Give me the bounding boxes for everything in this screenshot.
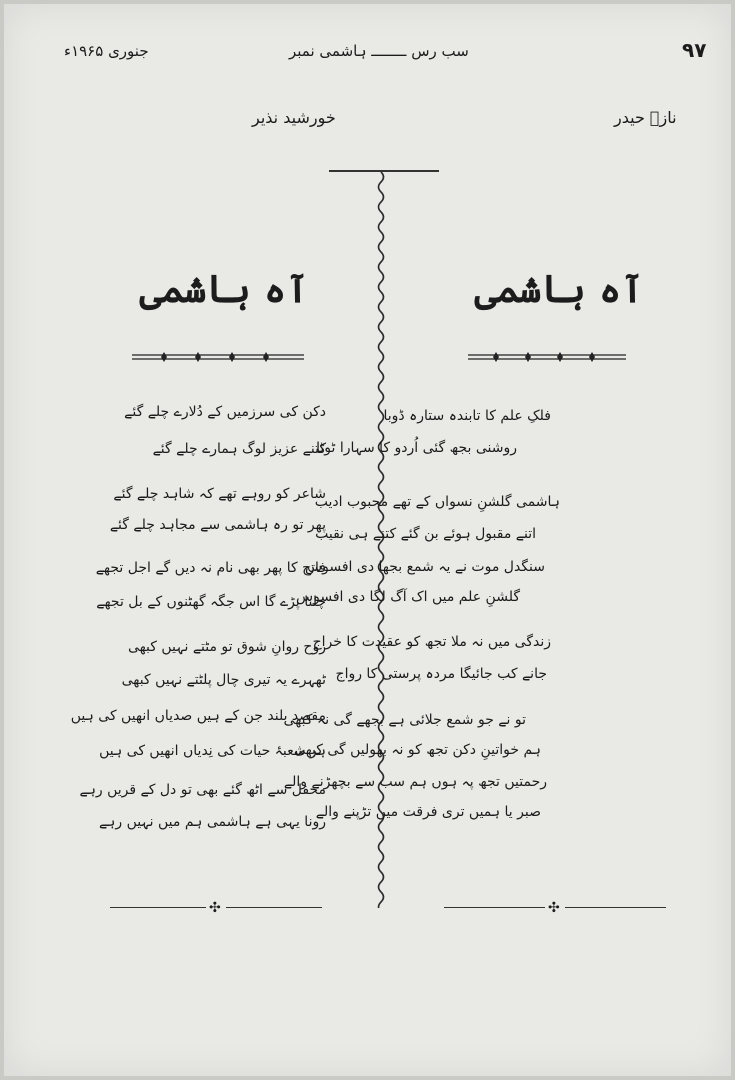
left-verse: شاعر کو روہے تھے کہ شاہد چلے گئے — [113, 486, 326, 502]
right-poem-title: آہ ہاشمی — [474, 266, 644, 311]
right-verse: تو نے جو شمع جلائی ہے بجھے گی نہ کبھی — [283, 712, 526, 728]
right-verse: زندگی میں نہ ملا تجھ کو عقیدت کا خراج — [312, 634, 551, 650]
right-verse: سنگدل موت نے یہ شمع بجھا دی افسوس — [305, 559, 545, 575]
left-verse: محفل سے اٹھ گئے بھی تو دل کے قریں رہے — [79, 782, 326, 798]
left-author: خورشید نذیر — [252, 108, 336, 127]
right-author: نازؔ حیدر — [614, 108, 677, 127]
right-verse: جانے کب جائیگا مردہ پرستی کا رواج — [335, 666, 547, 682]
left-verse: دکن کی سرزمیں کے دُلارے چلے گئے — [124, 404, 326, 420]
magazine-page: ۹۷ سب رس ــــــــ ہاشمی نمبر جنوری ۱۹۶۵ء نازؔ حیدر خورشید نذیر آہ ہاشمی آہ ہاشمی فلکِ علم کا تابندہ ستارہ ڈوبا روشنی بجھ گئی اُردو کا سہارا ٹوٹا ہاشمی گلشنِ نسواں کے تھے محبوب ادیب اتنے مقبول ہوئے بن گئے کتنے ہی نقیب سنگدل موت نے یہ شمع بجھا دی افسوس گلشنِ علم میں اک آگ لگا دی افسوس زندگی میں نہ ملا تجھ کو عقیدت کا خراج جانے کب جائیگا مردہ پرستی کا رواج تو نے جو شمع جلائی ہے بجھے گی نہ کبھی ہم خواتینِ دکن تجھ کو نہ بھولیں گی کبھی رحمتیں تجھ پہ ہوں ہم سب سے بچھڑنے والے صبر یا ہمیں تری فرقت میں تڑپنے والے دکن کی سرزمیں کے دُلارے چلے گئے کتنے عزیز لوگ ہمارے چلے گئے شاعر کو روہے تھے کہ شاہد چلے گئے پھر تو رہ ہاشمی سے مجاہد چلے گئے فاتح کا پھر بھی نام نہ دیں گے اجل تجھے چلنا پڑے گا اس جگہ گھٹنوں کے بل تجھے روح روانِ شوق تو مٹتے نہیں کبھی ٹھہرے یہ تیری چال پلٹتے نہیں کبھی مقصد بلند جن کے ہیں صدیاں انھیں کی ہیں ہر شعبۂ حیات کی نِدیاں انھیں کی ہیں محفل سے اٹھ گئے بھی تو دل کے قریں رہے رونا یہی ہے ہاشمی ہم میں نہیں رہے ✣ ✣ — [4, 4, 731, 1076]
issue-date: جنوری ۱۹۶۵ء — [64, 42, 149, 60]
left-verse: رونا یہی ہے ہاشمی ہم میں نہیں رہے — [98, 814, 326, 830]
running-title: سب رس ــــــــ ہاشمی نمبر — [289, 42, 469, 60]
left-verse: فاتح کا پھر بھی نام نہ دیں گے اجل تجھے — [95, 560, 326, 576]
left-verse: چلنا پڑے گا اس جگہ گھٹنوں کے بل تجھے — [96, 594, 326, 610]
left-verse: کتنے عزیز لوگ ہمارے چلے گئے — [152, 441, 326, 457]
left-title-ornament — [130, 352, 306, 362]
right-verse: ہم خواتینِ دکن تجھ کو نہ بھولیں گی کبھی — [293, 742, 541, 758]
left-verse: مقصد بلند جن کے ہیں صدیاں انھیں کی ہیں — [70, 708, 326, 724]
left-verse: پھر تو رہ ہاشمی سے مجاہد چلے گئے — [109, 517, 326, 533]
right-verse: صبر یا ہمیں تری فرقت میں تڑپنے والے — [315, 804, 541, 820]
left-verse: ٹھہرے یہ تیری چال پلٹتے نہیں کبھی — [121, 672, 326, 688]
right-verse: اتنے مقبول ہوئے بن گئے کتنے ہی نقیب — [315, 526, 536, 542]
left-verse: ہر شعبۂ حیات کی نِدیاں انھیں کی ہیں — [99, 743, 326, 759]
right-verse: فلکِ علم کا تابندہ ستارہ ڈوبا — [383, 408, 551, 424]
left-verse: روح روانِ شوق تو مٹتے نہیں کبھی — [127, 639, 326, 655]
right-verse: ہاشمی گلشنِ نسواں کے تھے محبوب ادیب — [314, 494, 560, 510]
right-title-ornament — [466, 352, 628, 362]
left-poem-title: آہ ہاشمی — [139, 266, 309, 311]
page-number: ۹۷ — [682, 38, 707, 62]
right-verse: گلشنِ علم میں اک آگ لگا دی افسوس — [296, 589, 520, 605]
right-verse: روشنی بجھ گئی اُردو کا سہارا ٹوٹا — [316, 440, 517, 456]
right-verse: رحمتیں تجھ پہ ہوں ہم سب سے بچھڑنے والے — [283, 774, 547, 790]
